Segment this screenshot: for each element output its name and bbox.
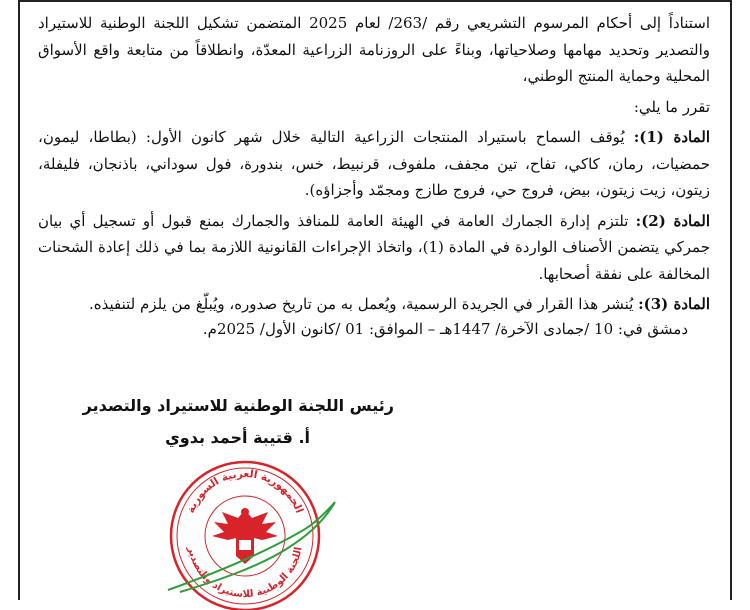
signatory-title: رئيس اللجنة الوطنية للاستيراد والتصدير	[82, 396, 394, 415]
article-2	[38, 208, 710, 288]
article-1-text: يُوقف السماح باستيراد المنتجات الزراعية التالية خلال شهر كانون الأول: (بطاطا، ليمون، حمضيات، رمان، كاكي، تفاح، تين مجفف، ملفوف، قرنبيط، خس، بندورة، فول سوداني، باذنجان، فليفلة، زيتون، زيت زيتون، بيض، فروج حي، فروج طازج ومجمّد وأجزاؤه).	[38, 128, 710, 199]
preamble: استناداً إلى أحكام المرسوم التشريعي رقم /263/ لعام 2025 المتضمن تشكيل اللجنة الوطنية للاستيراد والتصدير وتحديد مهامها وصلاحياتها، وبناءً على الروزنامة الزراعية المعدّة، وانطلاقاً من متابعة واقع الأسواق المحلية وحماية المنتج الوطني،	[38, 14, 710, 85]
article-2-label: المادة (2):	[635, 211, 711, 230]
article-3	[38, 291, 710, 318]
article-1-label: المادة (1):	[633, 128, 710, 146]
article-1	[38, 124, 710, 204]
signatory-name: أ. قتيبة أحمد بدوي	[165, 428, 310, 447]
stamp-top-text: الجمهورية العربية السورية	[184, 467, 306, 515]
decides-line: تقرر ما يلي:	[633, 97, 710, 116]
decision-body	[38, 10, 710, 322]
border-top	[18, 0, 732, 2]
date-line: دمشق في: 10 /جمادى الآخرة/ 1447هـ – الموافق: 01 /كانون الأول/ 2025م.	[202, 320, 688, 338]
article-2-text: تلتزم إدارة الجمارك العامة في الهيئة العامة للمنافذ والجمارك بمنع قبول أو تسجيل أي بيان جمركي يتضمن الأصناف الواردة في المادة (1)، واتخاذ الإجراءات القانونية اللازمة بما في ذلك إعادة الشحنات المخالفة على نفقة أصحابها.	[38, 211, 710, 283]
stamp-bottom-text: اللجنة الوطنية للاستيراد والتصدير	[185, 546, 305, 601]
official-stamp-icon	[150, 440, 340, 610]
border-right	[730, 0, 732, 600]
article-3-label: المادة (3):	[638, 295, 710, 313]
border-left	[18, 0, 20, 600]
article-3-text: يُنشر هذا القرار في الجريدة الرسمية، ويُعمل به من تاريخ صدوره، ويُبلّغ من يلزم لتنفيذه.	[89, 295, 639, 313]
